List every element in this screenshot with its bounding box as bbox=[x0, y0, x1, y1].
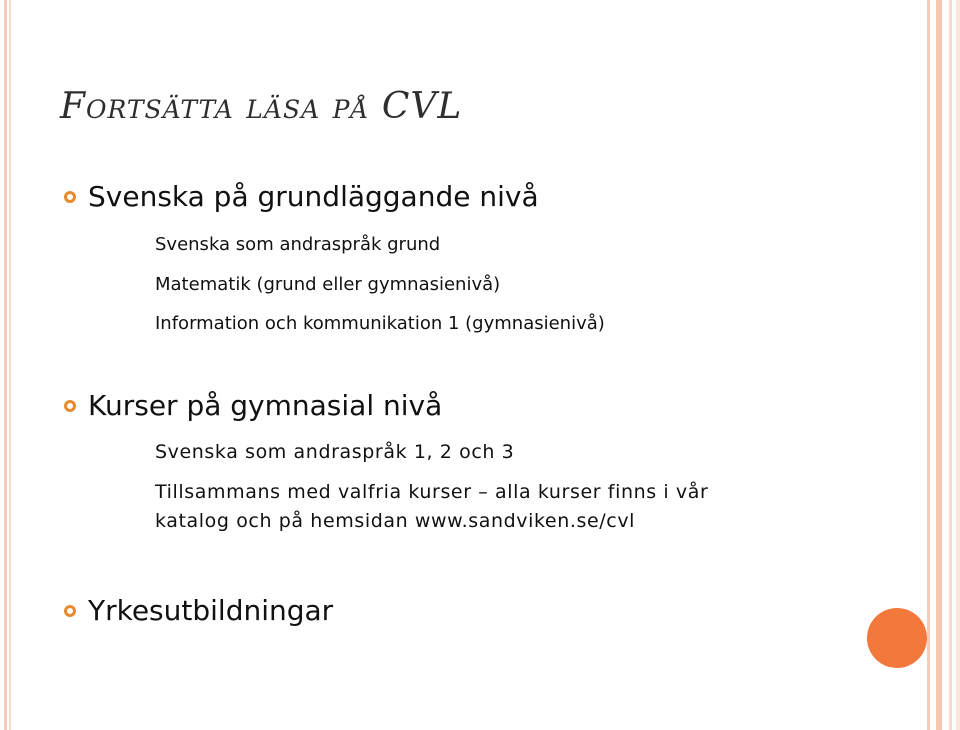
decor-stripe bbox=[936, 0, 942, 730]
decor-stripe bbox=[4, 0, 7, 730]
left-decor-stripes bbox=[0, 0, 14, 730]
sub-item: katalog och på hemsidan www.sandviken.se/cvl bbox=[155, 510, 636, 532]
bullet-section-1 bbox=[64, 180, 539, 213]
bullet-heading: Svenska på grundläggande nivå bbox=[88, 180, 539, 213]
ring-bullet-icon bbox=[64, 400, 76, 412]
decor-stripe bbox=[949, 0, 952, 730]
bullet-heading: Kurser på gymnasial nivå bbox=[88, 389, 443, 422]
sub-item: Information och kommunikation 1 (gymnasienivå) bbox=[155, 313, 605, 334]
sub-item: Svenska som andraspråk 1, 2 och 3 bbox=[155, 441, 515, 463]
decor-circle bbox=[867, 608, 927, 668]
slide-title: Fortsätta läsa på CVL bbox=[60, 86, 463, 127]
decor-stripe bbox=[956, 0, 960, 730]
ring-bullet-icon bbox=[64, 605, 76, 617]
bullet-section-2 bbox=[64, 389, 442, 422]
right-decor-stripes bbox=[920, 0, 960, 730]
sub-item: Svenska som andraspråk grund bbox=[155, 234, 441, 255]
bullet-heading: Yrkesutbildningar bbox=[88, 594, 334, 627]
ring-bullet-icon bbox=[64, 191, 76, 203]
decor-stripe bbox=[927, 0, 930, 730]
decor-stripe bbox=[9, 0, 11, 730]
bullet-section-3 bbox=[64, 594, 333, 627]
sub-item: Tillsammans med valfria kurser – alla kurser finns i vår bbox=[155, 481, 709, 503]
sub-item: Matematik (grund eller gymnasienivå) bbox=[155, 274, 501, 295]
